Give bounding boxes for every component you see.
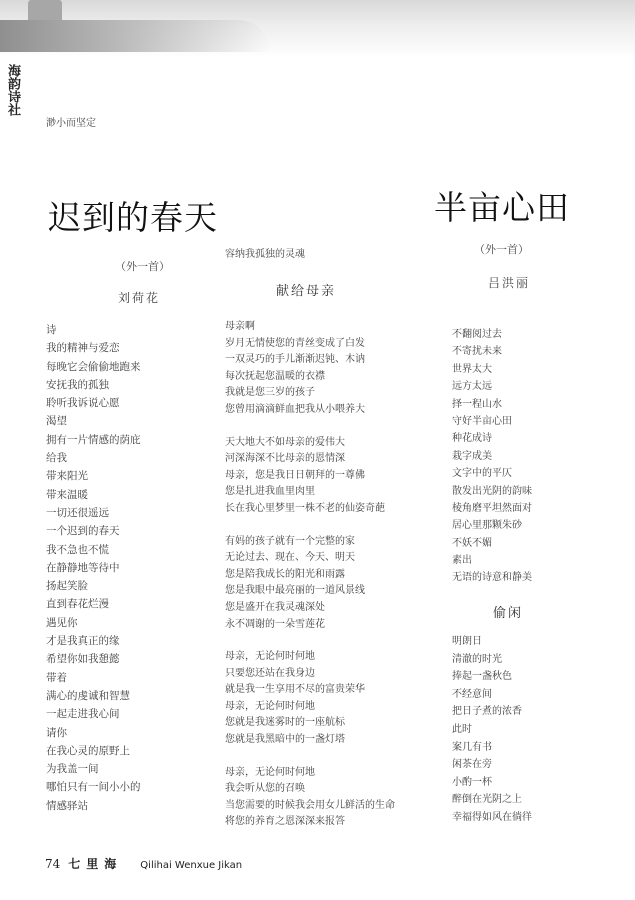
poem-line: 只要您还站在我身边: [225, 667, 315, 679]
magazine-name: 七里海: [68, 857, 123, 871]
magazine-name-en: Qilihai Wenxue Jikan: [140, 860, 243, 871]
poem-line: 当您需要的时候我会用女儿鲜活的生命: [225, 799, 395, 811]
poem-line: 您是我眼中最亮丽的一道风景线: [225, 585, 365, 597]
poem-stanza: [225, 532, 435, 632]
poem-line: 就是我一生享用不尽的富贵荣华: [225, 684, 365, 696]
poem-line: 为我盖一间: [46, 763, 99, 776]
poem-line: 您就是我黑暗中的一盏灯塔: [225, 734, 345, 746]
poem-line: 情感驿站: [46, 799, 88, 812]
poem-line: 守好半亩心田: [452, 415, 512, 427]
poem-line: 我的精神与爱恋: [46, 342, 120, 355]
subsection-title: 渺小而坚定: [46, 118, 96, 129]
poem-line: 世界太大: [452, 363, 492, 375]
poem-line: 天大地大不如母亲的爱伟大: [225, 436, 345, 448]
poem-line: 您就是我迷雾时的一座航标: [225, 717, 345, 729]
poem2-top-line: 容纳我孤独的灵魂: [225, 249, 305, 260]
poem3-subtitle: （外一首）: [474, 243, 529, 256]
poem-line: 案几有书: [452, 741, 492, 753]
poem-line: 带来阳光: [46, 470, 88, 483]
poem-line: 我会听从您的召唤: [225, 783, 305, 795]
poem-line: 母亲，无论何时何地: [225, 766, 315, 778]
poem3-title: 半亩心田: [434, 188, 570, 227]
poem-line: 不经意间: [452, 688, 492, 700]
poem-line: 不妖不媚: [452, 537, 492, 549]
poem1-lines: [46, 322, 141, 816]
poem-line: 此时: [452, 723, 472, 735]
seashore-image: [0, 20, 270, 52]
page-number: 74: [45, 857, 61, 871]
poem-line: 母亲，您是我日日朝拜的一尊佛: [225, 469, 365, 481]
poem-line: 棱角磨平坦然面对: [452, 502, 532, 514]
poem-stanza: [225, 647, 435, 747]
poem-line: 直到春花烂漫: [46, 598, 109, 611]
poem4-title: 偷闲: [493, 606, 524, 621]
poem-line: 闲茶在旁: [452, 759, 492, 771]
poem-line: 请你: [46, 726, 67, 739]
page-footer: [45, 855, 242, 872]
poem-line: 文字中的平仄: [452, 468, 512, 480]
poem-line: 小酌一杯: [452, 776, 492, 788]
poem-line: 母亲啊: [225, 321, 255, 332]
poem-line: 母亲，无论何时何地: [225, 651, 315, 663]
poem-line: 一个迟到的春天: [46, 525, 120, 538]
poem-line: 永不凋谢的一朵雪莲花: [225, 618, 325, 630]
poem3-author: 吕洪丽: [488, 276, 531, 290]
poem-line: 您是扎进我血里肉里: [225, 486, 315, 498]
poem-line: 每次抚起您温暖的衣襟: [225, 370, 325, 382]
section-label: 海韵诗社: [5, 64, 20, 116]
poem-line: 您是陪我成长的阳光和雨露: [225, 568, 345, 580]
poem-line: 一切还很遥远: [46, 506, 109, 519]
poem-line: 扬起笑脸: [46, 580, 88, 593]
poem-line: 把日子煮的浓香: [452, 706, 522, 718]
poem-line: 每晚它会偷偷地跑来: [46, 360, 141, 373]
poem-line: 种花成诗: [452, 433, 492, 445]
poem-line: 哪怕只有一间小小的: [46, 781, 141, 794]
poem-line: 才是我真正的缘: [46, 635, 120, 648]
poem-line: 素出: [452, 555, 472, 567]
poem-line: 无论过去、现在、今天、明天: [225, 552, 355, 564]
poem1-title: 迟到的春天: [48, 198, 218, 237]
poem-line: 母亲，无论何时何地: [225, 700, 315, 712]
header-banner: [0, 0, 635, 58]
poem2-title: 献给母亲: [276, 284, 337, 299]
poem-line: 不翻阅过去: [452, 329, 502, 340]
poem-line: 居心里那颗朱砂: [452, 520, 522, 532]
poem-line: 带着: [46, 671, 67, 684]
poem4-lines: [452, 632, 532, 826]
poem-line: 栽字成美: [452, 450, 492, 462]
poem-line: 给我: [46, 452, 67, 465]
poem-line: 诗: [46, 324, 57, 336]
poem-line: 一双灵巧的手儿渐渐迟钝、木讷: [225, 354, 365, 366]
poem-line: 长在我心里梦里一株不老的仙姿奇葩: [225, 502, 385, 514]
poem1-subtitle: （外一首）: [115, 260, 170, 273]
poem-stanza: [225, 763, 435, 829]
poem-stanza: [225, 317, 435, 417]
poem-line: 遇见你: [46, 616, 78, 629]
poem-line: 岁月无情使您的青丝变成了白发: [225, 337, 365, 349]
poem-line: 有妈的孩子就有一个完整的家: [225, 535, 355, 547]
poem-line: 无语的诗意和静美: [452, 572, 532, 584]
poem-line: 希望你如我憩懿: [46, 653, 120, 666]
poem-line: 不寄扰未来: [452, 346, 502, 358]
poem-line: 在静静地等待中: [46, 561, 120, 574]
poem-line: 择一程山水: [452, 398, 502, 410]
poem-line: 醉倒在光阴之上: [452, 794, 522, 806]
poem-line: 您是盛开在我灵魂深处: [225, 601, 325, 613]
poem-line: 在我心灵的原野上: [46, 744, 130, 757]
poem3-lines: [452, 325, 532, 586]
poem-line: 将您的养育之恩深深来报答: [225, 816, 345, 828]
poem-line: 安抚我的孤独: [46, 378, 109, 391]
poem-line: 远方太远: [452, 381, 492, 393]
poem-line: 渴望: [46, 415, 67, 428]
poem2-body: [225, 317, 435, 829]
poem-line: 我不急也不慌: [46, 543, 109, 556]
poem-line: 聆听我诉说心愿: [46, 397, 120, 410]
poem1-author: 刘荷花: [118, 291, 161, 305]
poem-line: 明朗日: [452, 636, 482, 647]
poem-line: 河深海深不比母亲的恩情深: [225, 453, 345, 465]
poem-line: 散发出光阴的韵味: [452, 485, 532, 497]
poem-line: 拥有一片情感的荫庇: [46, 433, 141, 446]
poem-line: 带来温暖: [46, 488, 88, 501]
poem-line: 我就是您三岁的孩子: [225, 387, 315, 399]
poem-line: 您曾用滴滴鲜血把我从小喂养大: [225, 403, 365, 415]
poem-line: 满心的虔诚和智慧: [46, 689, 130, 702]
poem-line: 幸福得如风在徜徉: [452, 811, 532, 823]
poem-stanza: [225, 433, 435, 516]
poem-line: 捧起一盏秋色: [452, 671, 512, 683]
poem-line: 清澈的时光: [452, 653, 502, 665]
poem-line: 一起走进我心间: [46, 708, 120, 721]
